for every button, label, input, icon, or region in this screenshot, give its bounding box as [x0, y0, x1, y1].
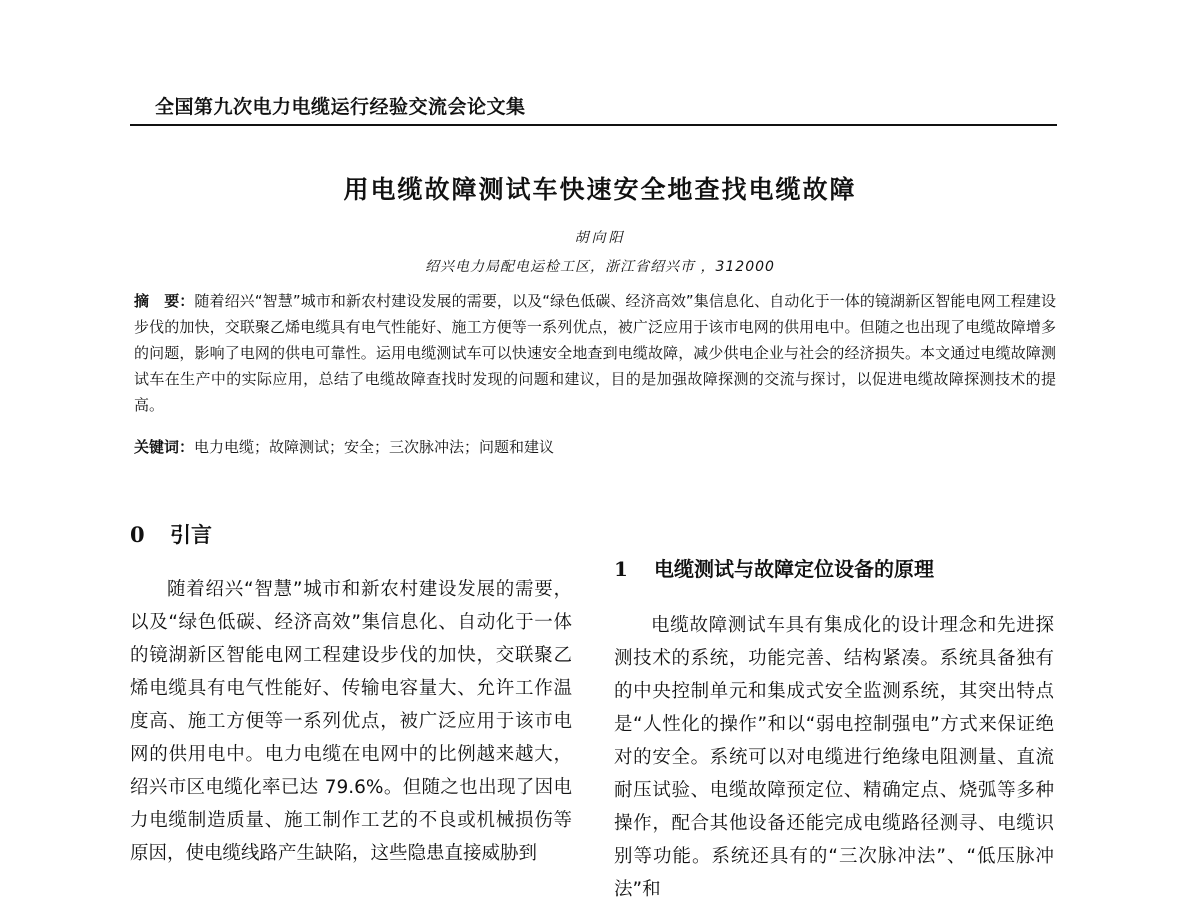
introduction-body: 随着绍兴“智慧”城市和新农村建设发展的需要，以及“绿色低碳、经济高效”集信息化、自动化于一体的镜湖新区智能电网工程建设步伐的加快，交联聚乙烯电缆具有电气性能好、传输电容量大、允许工作温度高、施工方便等一系列优点，被广泛应用于该市电网的供用电中。电力电缆在电网中的比例越来越大，绍兴市区电缆化率已达 79.6%。但随之也出现了因电力电缆制造质量、施工制作工艺的不良或机械损伤等原因，使电缆线路产生缺陷，这些隐患直接威胁到 — [130, 579, 572, 864]
abstract-text: 随着绍兴“智慧”城市和新农村建设发展的需要，以及“绿色低碳、经济高效”集信息化、自动化于一体的镜湖新区智能电网工程建设步伐的加快，交联聚乙烯电缆具有电气性能好、施工方便等一系列优点，被广泛应用于该市电网的供用电中。但随之也出现了电缆故障增多的问题，影响了电网的供电可靠性。运用电缆测试车可以快速安全地查到电缆故障，减少供电企业与社会的经济损失。本文通过电缆故障测试车在生产中的实际应用，总结了电缆故障查找时发现的问题和建议，目的是加强故障探测的交流与探讨，以促进电缆故障探测技术的提高。 — [134, 292, 1056, 414]
keywords-label: 关键词： — [134, 438, 195, 456]
author-name: 胡向阳 — [574, 230, 626, 246]
keywords — [134, 434, 1056, 460]
section-number: 0 — [130, 522, 145, 547]
paper-title: 用电缆故障测试车快速安全地查找电缆故障 — [343, 175, 857, 204]
section-number: 1 — [614, 557, 628, 581]
abstract — [134, 288, 1056, 418]
author-affiliation: 绍兴电力局配电运检工区，浙江省绍兴市 ，312000 — [425, 259, 775, 275]
keywords-text: 电力电缆；故障测试；安全；三次脉冲法；问题和建议 — [194, 438, 555, 456]
section-title: 引言 — [170, 523, 212, 547]
running-header: 全国第九次电力电缆运行经验交流会论文集 — [155, 96, 526, 118]
section-heading-principle — [614, 553, 934, 582]
principle-body: 电缆故障测试车具有集成化的设计理念和先进探测技术的系统，功能完善、结构紧凑。系统具备独有的中央控制单元和集成式安全监测系统，其突出特点是“人性化的操作”和以“弱电控制强电”方式来保证绝对的安全。系统可以对电缆进行绝缘电阻测量、直流耐压试验、电缆故障预定位、精确定点、烧弧等多种操作，配合其他设备还能完成电缆路径测寻、电缆识别等功能。系统还具有的“三次脉冲法”、“低压脉冲法”和 — [614, 615, 1054, 900]
section-title: 电缆测试与故障定位设备的原理 — [654, 557, 934, 581]
section-heading-introduction — [130, 519, 212, 549]
abstract-label: 摘 要： — [134, 292, 195, 310]
header-rule — [130, 124, 1057, 126]
